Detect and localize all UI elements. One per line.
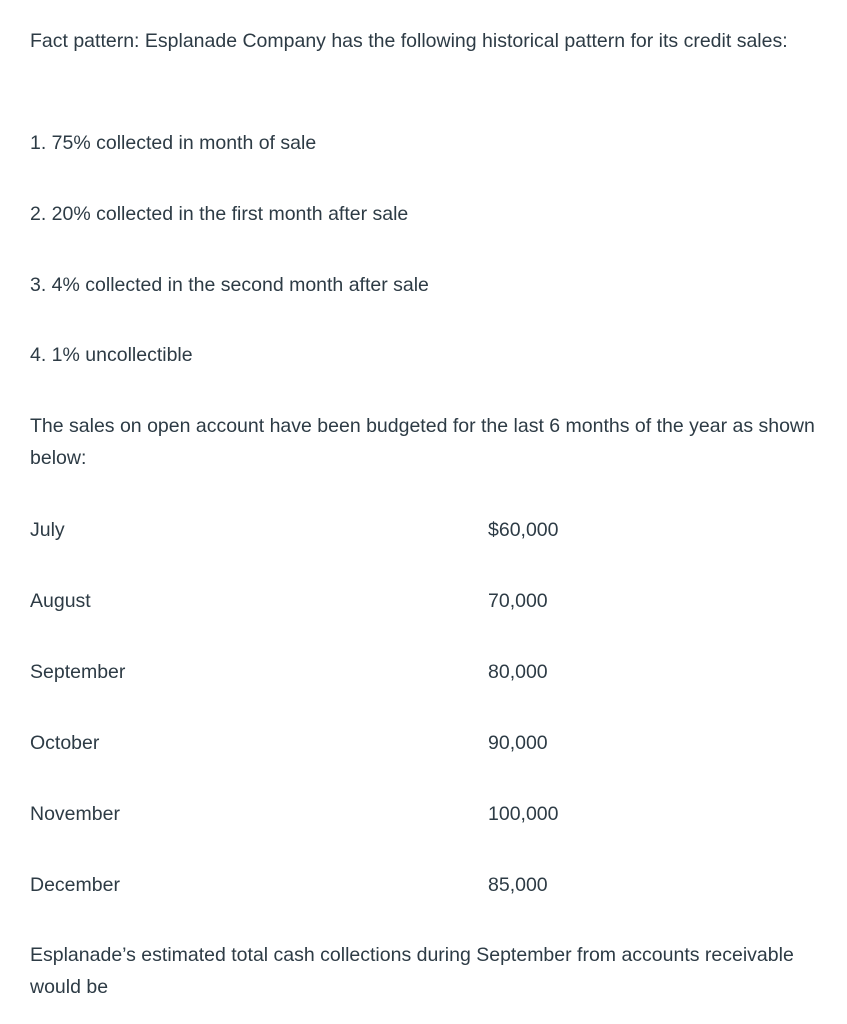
sales-month: October — [30, 732, 100, 754]
sales-amount: 90,000 — [488, 732, 548, 754]
sales-row-october — [30, 725, 630, 796]
fact-pattern-intro: Fact pattern: Esplanade Company has the following historical pattern for its credit sales: — [30, 30, 788, 52]
sales-month: August — [30, 590, 91, 612]
sales-row-september — [30, 654, 630, 725]
sales-row-july — [30, 512, 630, 583]
collection-item-4: 4. 1% uncollectible — [30, 344, 193, 366]
sales-row-december — [30, 867, 630, 938]
sales-amount: $60,000 — [488, 519, 559, 541]
sales-month: November — [30, 803, 120, 825]
question-text: Esplanade’s estimated total cash collections during September from accounts receivable would be — [30, 944, 794, 998]
sales-amount: 100,000 — [488, 803, 559, 825]
sales-month: July — [30, 519, 65, 541]
collection-item-3: 3. 4% collected in the second month after sale — [30, 274, 429, 296]
sales-row-august — [30, 583, 630, 654]
sales-budget-table — [30, 512, 630, 938]
sales-amount: 85,000 — [488, 874, 548, 896]
sales-amount: 80,000 — [488, 661, 548, 683]
sales-month: December — [30, 874, 120, 896]
sales-row-november — [30, 796, 630, 867]
sales-amount: 70,000 — [488, 590, 548, 612]
collection-item-1: 1. 75% collected in month of sale — [30, 132, 317, 154]
sales-intro: The sales on open account have been budgeted for the last 6 months of the year as shown below: — [30, 415, 815, 469]
sales-month: September — [30, 661, 126, 683]
collection-item-2: 2. 20% collected in the first month after sale — [30, 203, 409, 225]
